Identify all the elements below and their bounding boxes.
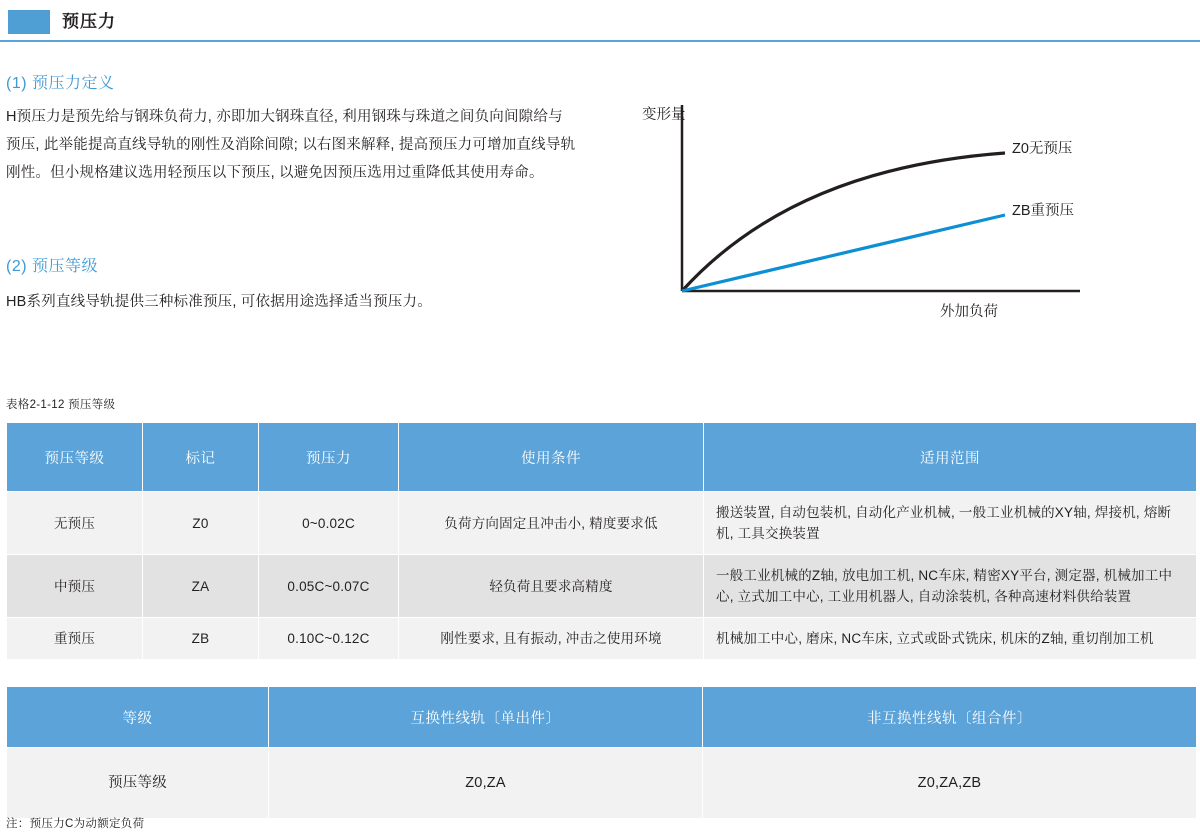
cell-force: 0.05C~0.07C [259, 555, 399, 618]
cell-force: 0.10C~0.12C [259, 618, 399, 660]
interchangeability-grade-table [6, 686, 1197, 819]
table-row [7, 555, 1197, 618]
column-header-grade: 预压等级 [7, 423, 143, 492]
section-heading-grades: (2) 预压等级 [6, 258, 99, 275]
section-body-definition: H预压力是预先给与钢珠负荷力, 亦即加大钢珠直径, 利用钢珠与珠道之间负向间隙给与预压, 此举能提高直线导轨的刚性及消除间隙; 以右图来解释, 提高预压力可增加直线导轨刚性。但小规格建议选用轻预压以下预压, 以避免因预压选用过重降低其使用寿命。 [6, 109, 576, 181]
column-header-condition: 使用条件 [399, 423, 704, 492]
cell-mark: ZB [143, 618, 259, 660]
graph-x-axis-label: 外加负荷 [940, 304, 998, 320]
cell-application: 机械加工中心, 磨床, NC车床, 立式或卧式铣床, 机床的Z轴, 重切削加工机 [704, 618, 1197, 660]
preload-deformation-graph [620, 95, 1180, 330]
cell-condition: 刚性要求, 且有振动, 冲击之使用环境 [399, 618, 704, 660]
table-row [7, 618, 1197, 660]
preload-grade-table [6, 422, 1197, 660]
graph-curve-label-z0: Z0无预压 [1012, 141, 1073, 157]
cell-grade: 中预压 [7, 555, 143, 618]
column-header-force: 预压力 [259, 423, 399, 492]
page-title: 预压力 [62, 12, 116, 31]
column-header-level: 等级 [7, 687, 269, 748]
page-header [0, 6, 1200, 42]
graph-curve-label-zb: ZB重预压 [1012, 203, 1075, 219]
column-header-non-interchangeable: 非互换性线轨〔组合件〕 [703, 687, 1197, 748]
cell-grade: 重预压 [7, 618, 143, 660]
cell-non-interchangeable: Z0,ZA,ZB [703, 748, 1197, 819]
column-header-interchangeable: 互换性线轨〔单出件〕 [269, 687, 703, 748]
preload-table-caption: 表格2-1-12 预压等级 [6, 399, 116, 411]
cell-force: 0~0.02C [259, 492, 399, 555]
table-header-row [7, 423, 1197, 492]
graph-y-axis-label: 变形量 [642, 107, 686, 123]
column-header-mark: 标记 [143, 423, 259, 492]
column-header-application: 适用范围 [704, 423, 1197, 492]
cell-grade: 无预压 [7, 492, 143, 555]
table-row [7, 492, 1197, 555]
table-row [7, 748, 1197, 819]
footnote: 注：预压力C为动额定负荷 [6, 818, 145, 830]
cell-condition: 负荷方向固定且冲击小, 精度要求低 [399, 492, 704, 555]
table-header-row [7, 687, 1197, 748]
section-heading-definition: (1) 预压力定义 [6, 75, 115, 92]
cell-mark: Z0 [143, 492, 259, 555]
cell-mark: ZA [143, 555, 259, 618]
header-accent-bar [8, 10, 50, 34]
cell-application: 搬送装置, 自动包装机, 自动化产业机械, 一般工业机械的XY轴, 焊接机, 熔断机, 工具交换装置 [704, 492, 1197, 555]
section-body-grades: HB系列直线导轨提供三种标准预压, 可依据用途选择适当预压力。 [6, 294, 432, 310]
cell-level-label: 预压等级 [7, 748, 269, 819]
cell-interchangeable: Z0,ZA [269, 748, 703, 819]
cell-application: 一般工业机械的Z轴, 放电加工机, NC车床, 精密XY平台, 测定器, 机械加工中心, 立式加工中心, 工业用机器人, 自动涂装机, 各种高速材料供给装置 [704, 555, 1197, 618]
cell-condition: 轻负荷且要求高精度 [399, 555, 704, 618]
